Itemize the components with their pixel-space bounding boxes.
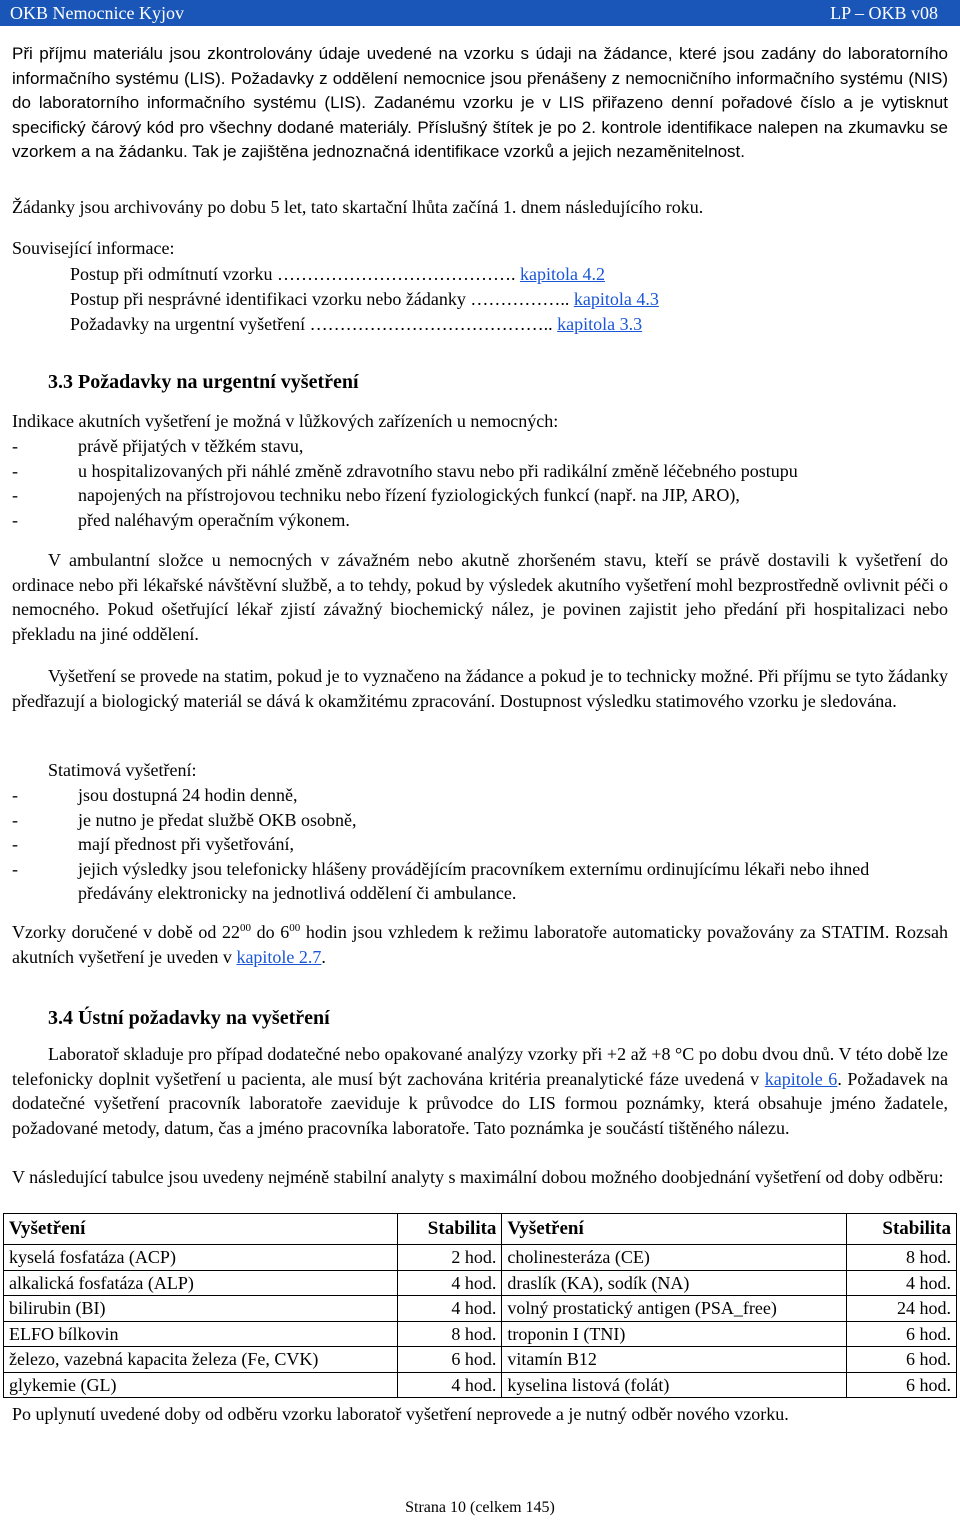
- ambulance-paragraph: V ambulantní složce u nemocných v závažném nebo akutně zhoršeném stavu, kteří se právě dostavili k vyšetření do ordinace nebo při lékařské návštěvní službě, a to tehdy, pokud by výsledek akutního vyšetření mohl bezprostředně ovlivnit péči o nemocného. Pokud ošetřující lékař zjistí závažný biochemický nález, je povinen zajistit jeho předání při hospitalizaci nebo překladu na jiné oddělení.: [12, 550, 948, 644]
- table-row: glykemie (GL) 4 hod. kyselina listová (folát) 6 hod.: [4, 1372, 957, 1398]
- link-kapitola-4-2[interactable]: kapitola 4.2: [520, 264, 605, 284]
- table-header-row: [4, 1214, 957, 1245]
- column-header: Stabilita: [398, 1214, 502, 1245]
- intro-paragraph: Při příjmu materiálu jsou zkontrolovány údaje uvedené na vzorku s údaji na žádance, které jsou zadány do laboratorního informačního systému (LIS). Požadavky z oddělení nemocnice jsou přenášeny z nemocničního informačního systému (NIS) do laboratorního informačního systému (LIS). Zadanému vzorku je v LIS přiřazeno denní pořadové číslo a je vytisknut specifický čárový kód pro všechny dodané materiály. Příslušný štítek je po 2. kontrole identifikace nalepen na zkumavku se vzorkem a na žádanku. Tak je zajištěna jednoznačná identifikace vzorků a jejich nezaměnitelnost.: [12, 44, 948, 161]
- column-header: Vyšetření: [4, 1214, 398, 1245]
- urgent-list: [8, 434, 958, 532]
- table-row: ELFO bílkovin 8 hod. troponin I (TNI) 6 hod.: [4, 1321, 957, 1347]
- page-number: Strana 10 (celkem 145): [405, 1499, 555, 1516]
- list-item: - mají přednost při vyšetřování,: [8, 832, 906, 857]
- header-version: LP – OKB v08: [830, 3, 938, 23]
- link-kapitola-4-3[interactable]: kapitola 4.3: [573, 289, 659, 309]
- column-header: Vyšetření: [502, 1214, 847, 1245]
- statim-paragraph: Vyšetření se provede na statim, pokud je to vyznačeno na žádance a pokud je to technicky možné. Při příjmu se tyto žádanky předřazují a biologický materiál se dává k okamžitému zpracování. Dostupnost výsledku statimového vzorku je sledována.: [12, 666, 948, 711]
- statim-list: [8, 783, 906, 906]
- page-header: [0, 0, 960, 26]
- after-table-note: Po uplynutí uvedené doby od odběru vzorku laboratoř vyšetření neprovede a je nutný odběr nového vzorku.: [12, 1404, 789, 1424]
- oral-request-paragraph: Laboratoř skladuje pro případ dodatečné nebo opakované analýzy vzorky při +2 až +8 °C po dobu dvou dnů. V této době lze telefonicky doplnit vyšetření u pacienta, ale musí být zachována kritéria preanalytické fáze uvedená v kapitole 6. Požadavek na dodatečné vyšetření pracovník laboratoře zaeviduje k průvodce do LIS formou poznámky, která obsahuje jméno žadatele, požadované metody, datum, čas a jméno pracovníka laboratoře. Tato poznámka je součástí tištěného nálezu.: [12, 1044, 948, 1138]
- table-row: železo, vazebná kapacita železa (Fe, CVK) 6 hod. vitamín B12 6 hod.: [4, 1347, 957, 1373]
- related-item: Požadavky na urgentní vyšetření ………………………………….. kapitola 3.3: [70, 314, 643, 334]
- link-kapitola-3-3[interactable]: kapitola 3.3: [557, 314, 643, 334]
- table-row: kyselá fosfatáza (ACP) 2 hod. cholinesteráza (CE) 8 hod.: [4, 1245, 957, 1271]
- header-title: OKB Nemocnice Kyjov: [10, 3, 184, 23]
- list-item: - jejich výsledky jsou telefonicky hlášeny provádějícím pracovníkem externímu ordinujícímu lékaři nebo ihned předávány elektronicky na jednotlivá oddělení či ambulance.: [8, 857, 906, 906]
- list-item: - je nutno je předat službě OKB osobně,: [8, 808, 906, 833]
- related-item: Postup při odmítnutí vzorku …………………………………. kapitola 4.2: [70, 264, 605, 284]
- list-item: - před naléhavým operačním výkonem.: [8, 508, 958, 533]
- column-header: Stabilita: [847, 1214, 957, 1245]
- list-item: - právě přijatých v těžkém stavu,: [8, 434, 958, 459]
- table-intro-paragraph: V následující tabulce jsou uvedeny nejméně stabilní analyty s maximální dobou možného doobjednání vyšetření od doby odběru:: [12, 1167, 944, 1187]
- related-title: Související informace:: [12, 238, 175, 258]
- list-item: - napojených na přístrojovou techniku nebo řízení fyziologických funkcí (např. na JIP, ARO),: [8, 483, 958, 508]
- link-kapitole-6[interactable]: kapitole 6: [764, 1068, 838, 1089]
- table-row: bilirubin (BI) 4 hod. volný prostatický antigen (PSA_free) 24 hod.: [4, 1296, 957, 1322]
- table-row: alkalická fosfatáza (ALP) 4 hod. draslík (KA), sodík (NA) 4 hod.: [4, 1270, 957, 1296]
- list-item: - u hospitalizovaných při náhlé změně zdravotního stavu nebo při radikální změně léčebného postupu: [8, 459, 958, 484]
- list-item: - jsou dostupná 24 hodin denně,: [8, 783, 906, 808]
- section-heading-3-3: 3.3 Požadavky na urgentní vyšetření: [48, 371, 359, 393]
- link-kapitole-2-7[interactable]: kapitole 2.7: [236, 946, 322, 967]
- statim-title: Statimová vyšetření:: [48, 760, 197, 780]
- section-heading-3-4: 3.4 Ústní požadavky na vyšetření: [48, 1007, 330, 1029]
- stability-table: [3, 1213, 957, 1398]
- archive-paragraph: Žádanky jsou archivovány po dobu 5 let, tato skartační lhůta začíná 1. dnem následujícího roku.: [12, 197, 704, 217]
- night-paragraph: Vzorky doručené v době od $22^{00}$ do $6^{00}$ hodin jsou vzhledem k režimu laboratoře automaticky považovány za STATIM. Rozsah akutních vyšetření je uveden v kapitole 2.7.: [12, 922, 949, 967]
- related-item: Postup při nesprávné identifikaci vzorku nebo žádanky …………….. kapitola 4.3: [70, 289, 659, 309]
- urgent-intro: Indikace akutních vyšetření je možná v lůžkových zařízeních u nemocných:: [12, 411, 559, 431]
